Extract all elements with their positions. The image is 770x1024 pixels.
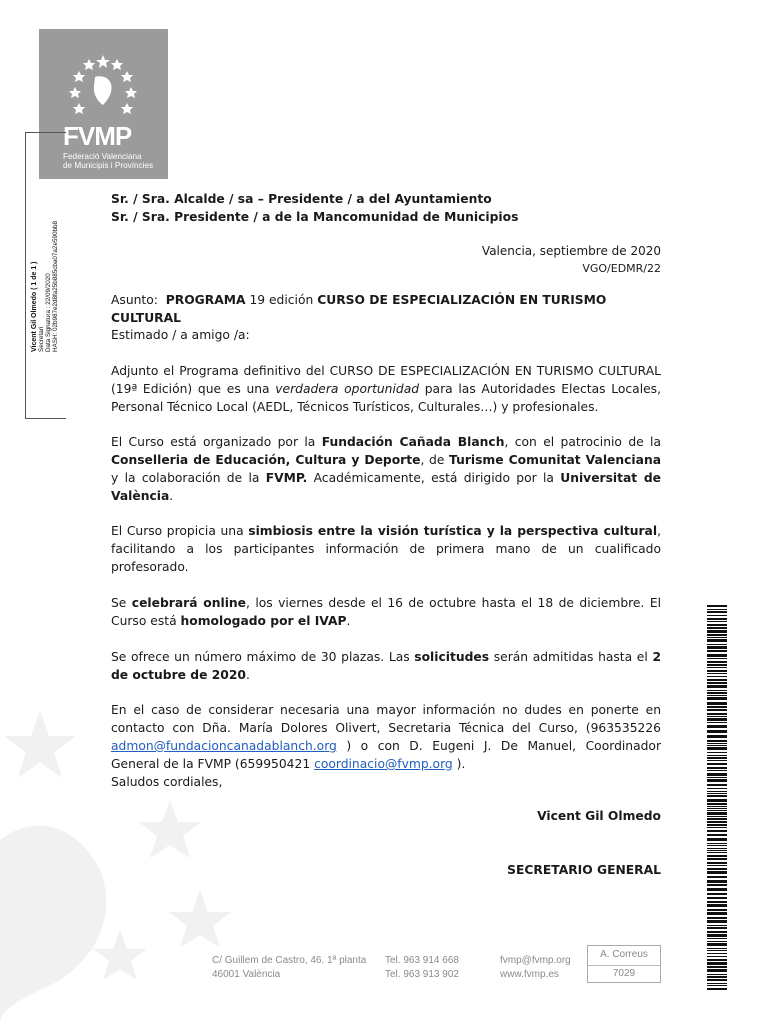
paragraph-3: El Curso propicia una simbiosis entre la visión turística y la perspectiva cultural, facilitando a los participantes información de primera mano de un cualificado profesorado. (111, 524, 661, 574)
stamp-date: Data Signatura : 22/09/2020 (45, 273, 52, 352)
greeting: Estimado / a amigo /a: (111, 328, 250, 342)
signer-title: SECRETARIO GENERAL (507, 863, 661, 877)
recipients (111, 190, 671, 226)
footer-postbox: A. Correus 7029 (587, 945, 661, 983)
paragraph-4: Se celebrará online, los viernes desde el 16 de octubre hasta el 18 de diciembre. El Curso está homologado por el IVAP. (111, 596, 661, 628)
stamp-role: Secretari (38, 326, 45, 352)
email-link-fvmp[interactable]: coordinacio@fvmp.org (314, 757, 453, 771)
paragraph-6: En el caso de considerar necesaria una mayor información no dudes en ponerte en contacto con Dña. María Dolores Olivert, Secretaria Técnica del Curso, (963535226 admon@fundacioncanadablanch.org ) o con D. Eugeni J. De Manuel, Coordinador General de la FVMP (659950421 coordinacio@fvmp.org ). Saludos cordiales, (111, 703, 661, 789)
barcode (707, 605, 727, 990)
subject-line: Asunto: PROGRAMA 19 edición CURSO DE ESPECIALIZACIÓN EN TURISMO CULTURAL (111, 293, 607, 325)
signature-stamp (31, 221, 59, 352)
footer-web: www.fvmp.es (500, 969, 559, 980)
date-block (400, 243, 661, 277)
footer-phones: Tel. 963 914 668 Tel. 963 913 902 (385, 955, 459, 980)
stamp-hash: HASH: 02b987e2d8fa25b885cba07a2e590bb8 (52, 221, 59, 352)
signer-name: Vicent Gil Olmedo (537, 809, 661, 823)
letter-date: Valencia, septiembre de 2020 (481, 244, 661, 258)
footer-address: C/ Guillem de Castro, 46. 1ª planta 46001 València (212, 955, 367, 980)
logo-subtitle: Federació Valenciana de Municipis i Províncies (63, 152, 154, 170)
recipient-2: Sr. / Sra. Presidente / a de la Mancomunidad de Municipios (111, 210, 519, 224)
logo-brand: FVMP (63, 121, 132, 151)
paragraph-1: Adjunto el Programa definitivo del CURSO DE ESPECIALIZACIÓN EN TURISMO CULTURAL (19ª Edición) que es una verdadera oportunidad para las Autoridades Electas Locales, Personal Técnico Local (AEDL, Técnicos Turísticos, Culturales…) y profesionales. (111, 364, 661, 414)
paragraph-5: Se ofrece un número máximo de 30 plazas. Las solicitudes serán admitidas hasta el 2 de octubre de 2020. (111, 650, 661, 682)
recipient-1: Sr. / Sra. Alcalde / sa – Presidente / a del Ayuntamiento (111, 192, 492, 206)
email-link-fundacion[interactable]: admon@fundacioncanadablanch.org (111, 739, 337, 753)
paragraph-2: El Curso está organizado por la Fundación Cañada Blanch, con el patrocinio de la Conselleria de Educación, Cultura y Deporte, de Turisme Comunitat Valenciana y la colaboración de la FVMP. Académicamente, está dirigido por la Universitat de València. (111, 435, 662, 503)
letter-reference: VGO/EDMR/22 (582, 262, 661, 275)
footer-contact (500, 954, 571, 982)
closing: Saludos cordiales, (111, 775, 223, 789)
stamp-signer: Vicent Gil Olmedo ( 1 de 1 ) (31, 261, 38, 352)
footer-email: fvmp@fvmp.org (500, 955, 571, 966)
